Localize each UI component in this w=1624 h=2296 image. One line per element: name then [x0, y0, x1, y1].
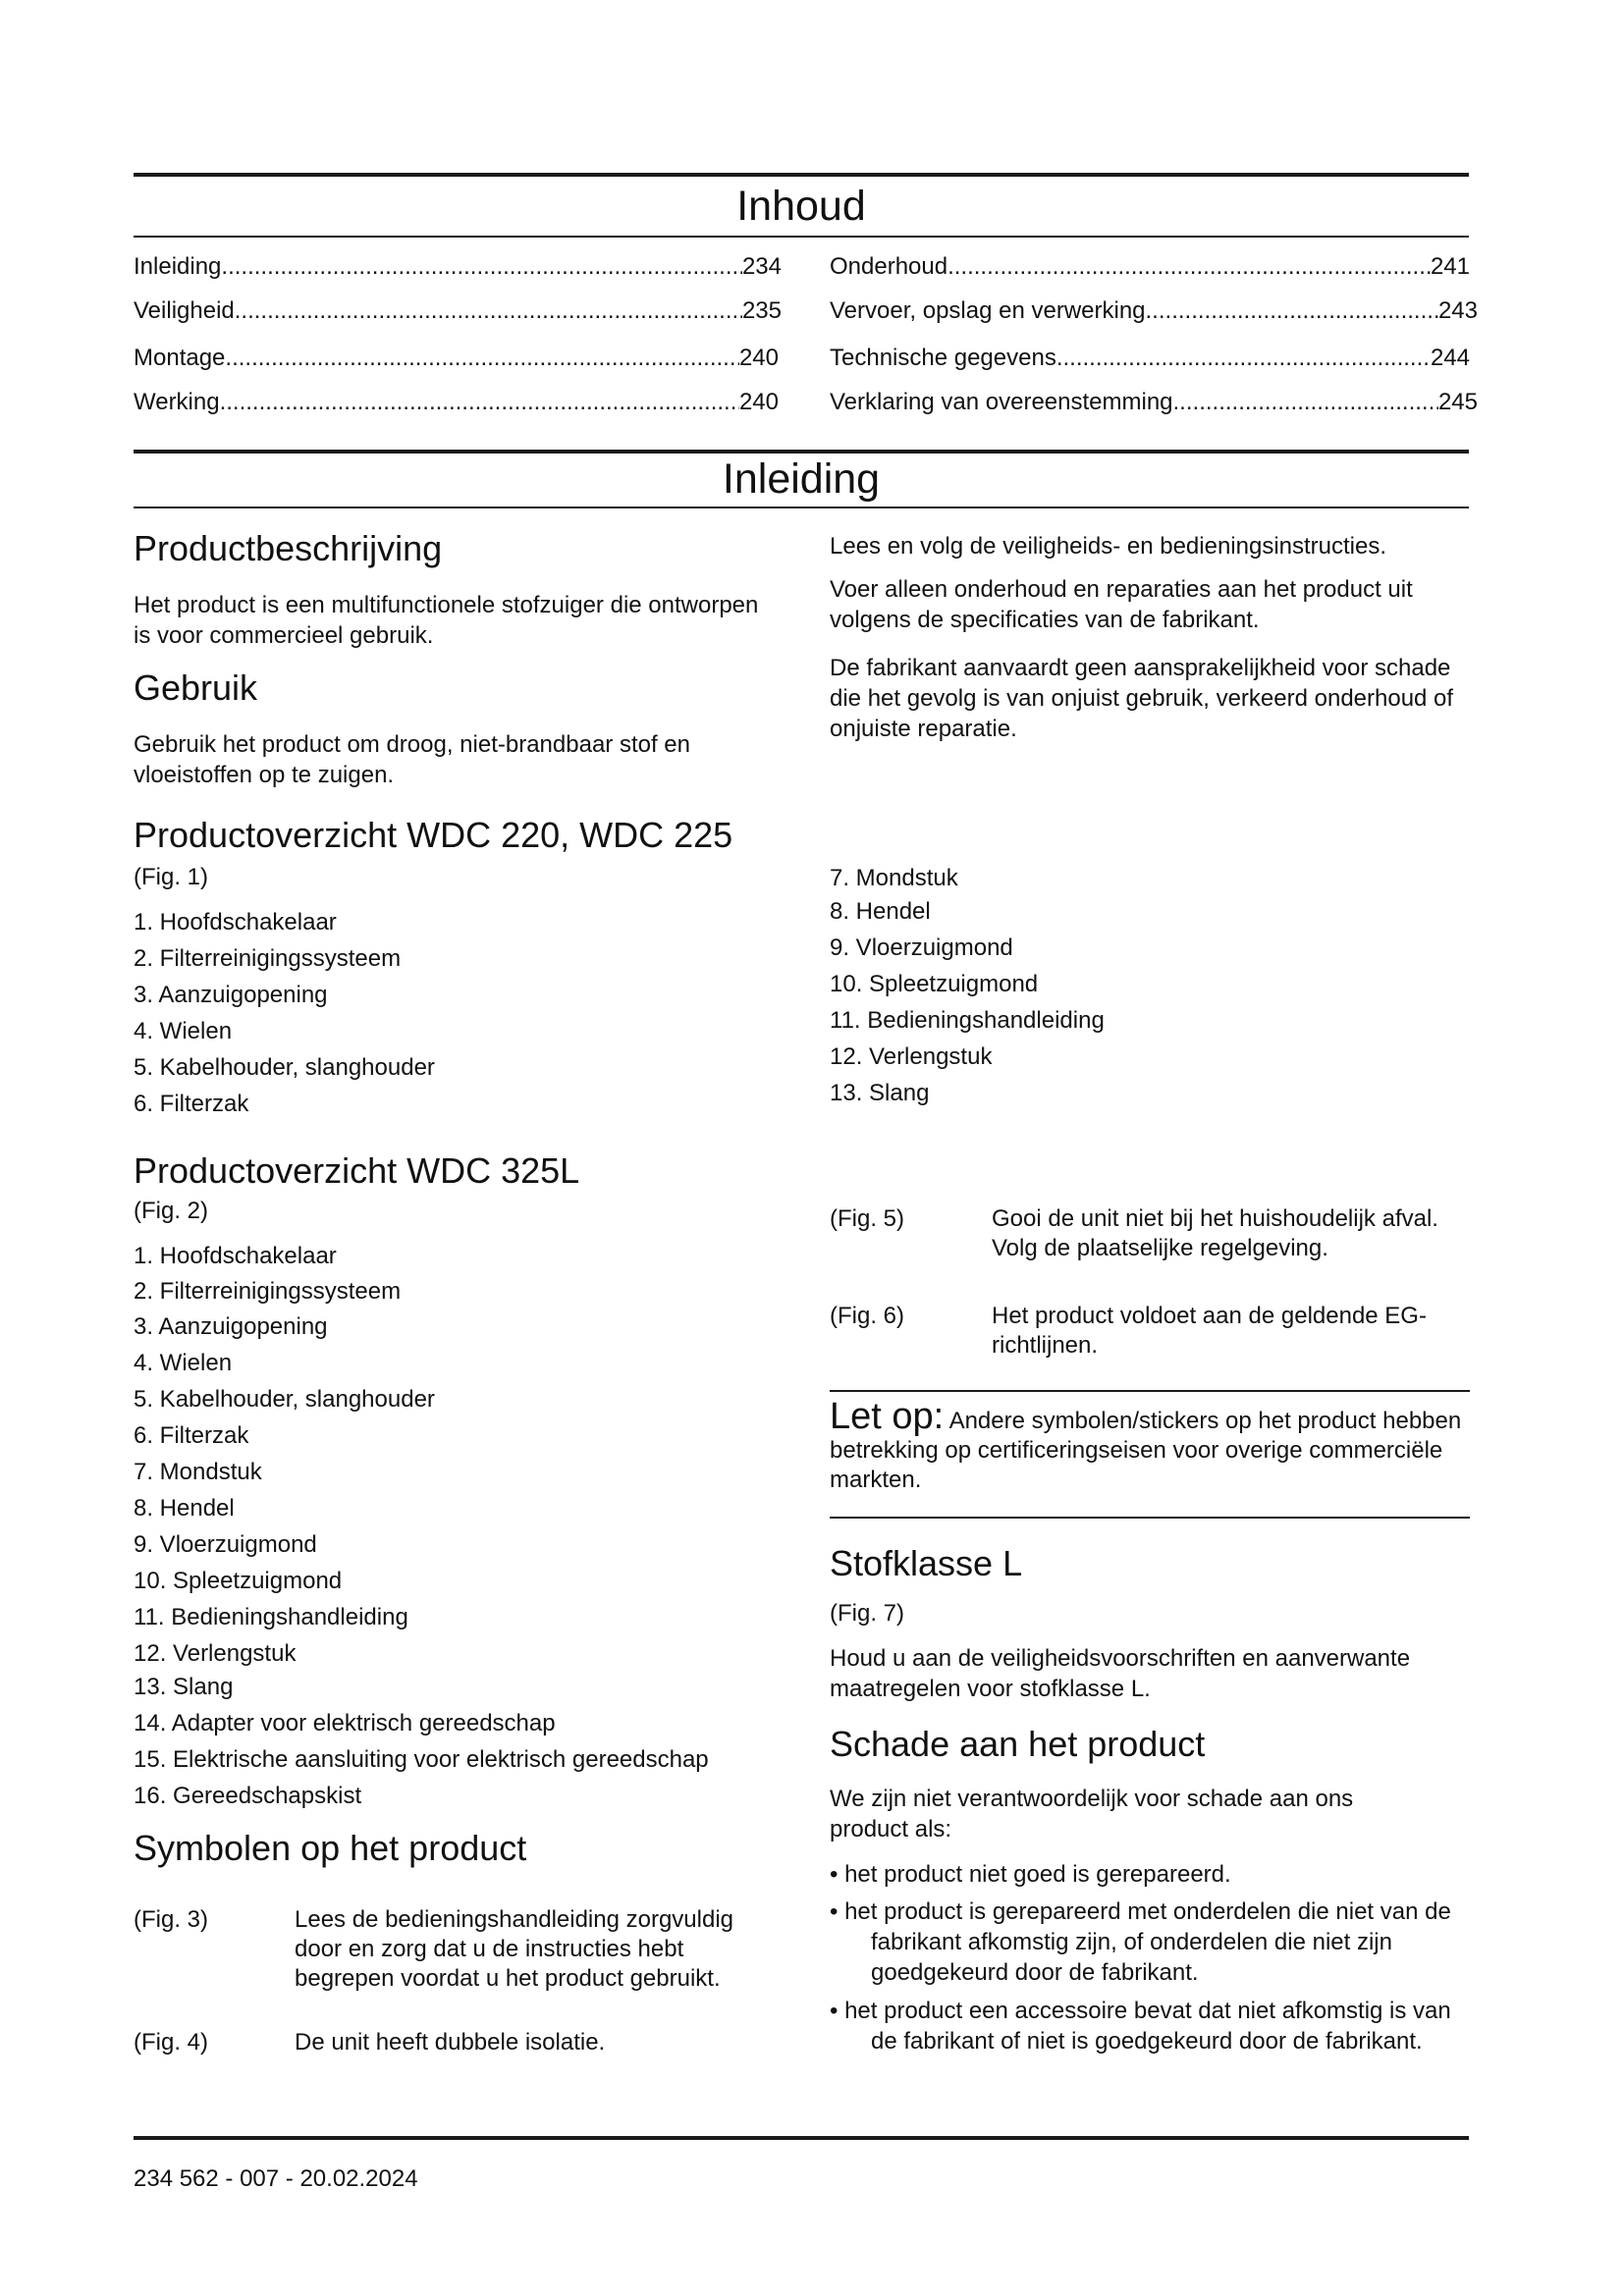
- toc-entry-label: Werking: [134, 389, 220, 415]
- toc-entry[interactable]: [134, 388, 779, 417]
- note-text: Andere symbolen/stickers op het product hebben betrekking op certificeringseisen voor overige commerciële markten.: [830, 1408, 1462, 1493]
- toc-title: Inhoud: [736, 183, 866, 230]
- toc-entry-page: 234: [741, 253, 782, 280]
- list-item: 9. Vloerzuigmond: [134, 1531, 317, 1558]
- list-item: • het product een accessoire bevat dat niet afkomstig is van de fabrikant of niet is goedgekeurd door de fabrikant.: [830, 1998, 1451, 2055]
- toc-leader: [1056, 344, 1431, 373]
- toc-entry-page: 240: [738, 345, 779, 371]
- toc-leader: [1146, 296, 1438, 326]
- list-item: 11. Bedieningshandleiding: [134, 1604, 408, 1630]
- intro-title: Inleiding: [722, 455, 881, 503]
- toc-entry[interactable]: [830, 388, 1478, 417]
- symbol-fig-ref: (Fig. 3): [134, 1906, 209, 1933]
- overview2-heading: Productoverzicht WDC 325L: [134, 1150, 580, 1191]
- list-item: 4. Wielen: [134, 1018, 233, 1044]
- product-description-heading: Productbeschrijving: [134, 528, 443, 568]
- list-item: 2. Filterreinigingssysteem: [134, 945, 402, 972]
- list-item: 6. Filterzak: [134, 1422, 249, 1449]
- footer-doc-id: 234 562 - 007 - 20.02.2024: [134, 2165, 418, 2192]
- toc-leader: [235, 296, 742, 326]
- list-item: 12. Verlengstuk: [134, 1640, 297, 1667]
- toc-entry[interactable]: [830, 252, 1470, 282]
- toc-entry-label: Technische gegevens: [830, 345, 1056, 371]
- toc-leader: [220, 388, 739, 417]
- list-item: 5. Kabelhouder, slanghouder: [134, 1386, 435, 1413]
- intro-paragraph: De fabrikant aanvaardt geen aansprakelijkheid voor schade die het gevolg is van onjuist gebruik, verkeerd onderhoud of onjuiste reparatie.: [830, 655, 1454, 742]
- toc-entry[interactable]: [134, 252, 782, 282]
- use-heading: Gebruik: [134, 667, 258, 708]
- dust-class-text: Houd u aan de veiligheidsvoorschriften en aanverwante maatregelen voor stofklasse L.: [830, 1645, 1411, 1702]
- toc-entry-page: 244: [1430, 345, 1470, 371]
- toc-entry[interactable]: [134, 296, 782, 326]
- dust-class-heading: Stofklasse L: [830, 1543, 1023, 1583]
- toc-entry-page: 241: [1430, 253, 1470, 280]
- note-top-rule: [830, 1390, 1470, 1392]
- product-description-text: Het product is een multifunctionele stofzuiger die ontworpen is voor commercieel gebruik.: [134, 592, 759, 649]
- toc-entry-page: 245: [1437, 389, 1478, 415]
- intro-paragraph: Voer alleen onderhoud en reparaties aan het product uit volgens de specificaties van de fabrikant.: [830, 576, 1413, 633]
- footer-rule: [134, 2136, 1469, 2140]
- symbol-fig-ref: (Fig. 6): [830, 1303, 905, 1329]
- toc-entry-label: Inleiding: [134, 253, 222, 280]
- toc-entry-label: Veiligheid: [134, 297, 235, 324]
- list-item: 6. Filterzak: [134, 1091, 249, 1117]
- symbol-description: Gooi de unit niet bij het huishoudelijk afval. Volg de plaatselijke regelgeving.: [992, 1205, 1438, 1261]
- toc-entry[interactable]: [830, 296, 1478, 326]
- list-item: 14. Adapter voor elektrisch gereedschap: [134, 1710, 556, 1736]
- toc-leader: [225, 344, 739, 373]
- intro-paragraph: Lees en volg de veiligheids- en bedieningsinstructies.: [830, 533, 1387, 560]
- toc-entry-page: 240: [738, 389, 779, 415]
- list-item: 13. Slang: [830, 1080, 930, 1106]
- list-item: 1. Hoofdschakelaar: [134, 1243, 337, 1269]
- note-box: [830, 1396, 1470, 1495]
- use-text: Gebruik het product om droog, niet-brandbaar stof en vloeistoffen op te zuigen.: [134, 731, 690, 788]
- list-item: • het product is gerepareerd met onderdelen die niet van de fabrikant afkomstig zijn, of onderdelen die niet zijn goedgekeurd door de fabrikant.: [830, 1898, 1451, 1986]
- symbol-description: Lees de bedieningshandleiding zorgvuldig door en zorg dat u de instructies hebt begrepen voordat u het product gebruikt.: [295, 1906, 734, 1992]
- toc-entry-label: Verklaring van overeenstemming: [830, 389, 1173, 415]
- list-item: 16. Gereedschapskist: [134, 1783, 362, 1809]
- damage-heading: Schade aan het product: [830, 1724, 1206, 1764]
- list-item: 9. Vloerzuigmond: [830, 934, 1013, 961]
- dust-class-fig: (Fig. 7): [830, 1600, 905, 1627]
- note-bottom-rule: [830, 1517, 1470, 1519]
- list-item: 8. Hendel: [830, 898, 931, 925]
- list-item: 1. Hoofdschakelaar: [134, 909, 337, 935]
- toc-title-rule: [134, 236, 1469, 238]
- toc-leader: [221, 252, 742, 282]
- note-label: Let op:: [830, 1396, 945, 1437]
- list-item: 10. Spleetzuigmond: [134, 1568, 343, 1594]
- list-item: 2. Filterreinigingssysteem: [134, 1278, 402, 1305]
- damage-intro: We zijn niet verantwoordelijk voor schade aan ons product als:: [830, 1786, 1354, 1842]
- toc-entry-label: Vervoer, opslag en verwerking: [830, 297, 1146, 324]
- symbol-fig-ref: (Fig. 5): [830, 1205, 905, 1232]
- toc-entry-label: Onderhoud: [830, 253, 948, 280]
- list-item: 5. Kabelhouder, slanghouder: [134, 1054, 435, 1081]
- top-rule: [134, 173, 1469, 177]
- toc-leader: [1173, 388, 1438, 417]
- list-item: 10. Spleetzuigmond: [830, 971, 1039, 997]
- list-item: 11. Bedieningshandleiding: [830, 1007, 1105, 1034]
- toc-entry[interactable]: [830, 344, 1470, 373]
- toc-entry-page: 235: [741, 297, 782, 324]
- toc-entry-page: 243: [1437, 297, 1478, 324]
- toc-entry[interactable]: [134, 344, 779, 373]
- symbol-description: De unit heeft dubbele isolatie.: [295, 2029, 606, 2056]
- symbols-heading: Symbolen op het product: [134, 1828, 527, 1868]
- overview2-fig: (Fig. 2): [134, 1198, 209, 1224]
- list-item: 7. Mondstuk: [830, 865, 958, 891]
- list-item: 7. Mondstuk: [134, 1459, 262, 1485]
- list-item: • het product niet goed is gerepareerd.: [830, 1861, 1231, 1888]
- list-item: 3. Aanzuigopening: [134, 982, 328, 1008]
- symbol-description: Het product voldoet aan de geldende EG-richtlijnen.: [992, 1303, 1427, 1359]
- list-item: 4. Wielen: [134, 1350, 233, 1376]
- list-item: 8. Hendel: [134, 1495, 235, 1522]
- intro-top-rule: [134, 450, 1469, 454]
- list-item: 13. Slang: [134, 1674, 234, 1700]
- list-item: 3. Aanzuigopening: [134, 1313, 328, 1340]
- toc-leader: [947, 252, 1431, 282]
- symbol-fig-ref: (Fig. 4): [134, 2029, 209, 2056]
- overview1-heading: Productoverzicht WDC 220, WDC 225: [134, 815, 733, 855]
- list-item: 15. Elektrische aansluiting voor elektrisch gereedschap: [134, 1746, 709, 1773]
- toc-entry-label: Montage: [134, 345, 226, 371]
- overview1-fig: (Fig. 1): [134, 864, 209, 890]
- intro-title-rule: [134, 507, 1469, 508]
- list-item: 12. Verlengstuk: [830, 1043, 993, 1070]
